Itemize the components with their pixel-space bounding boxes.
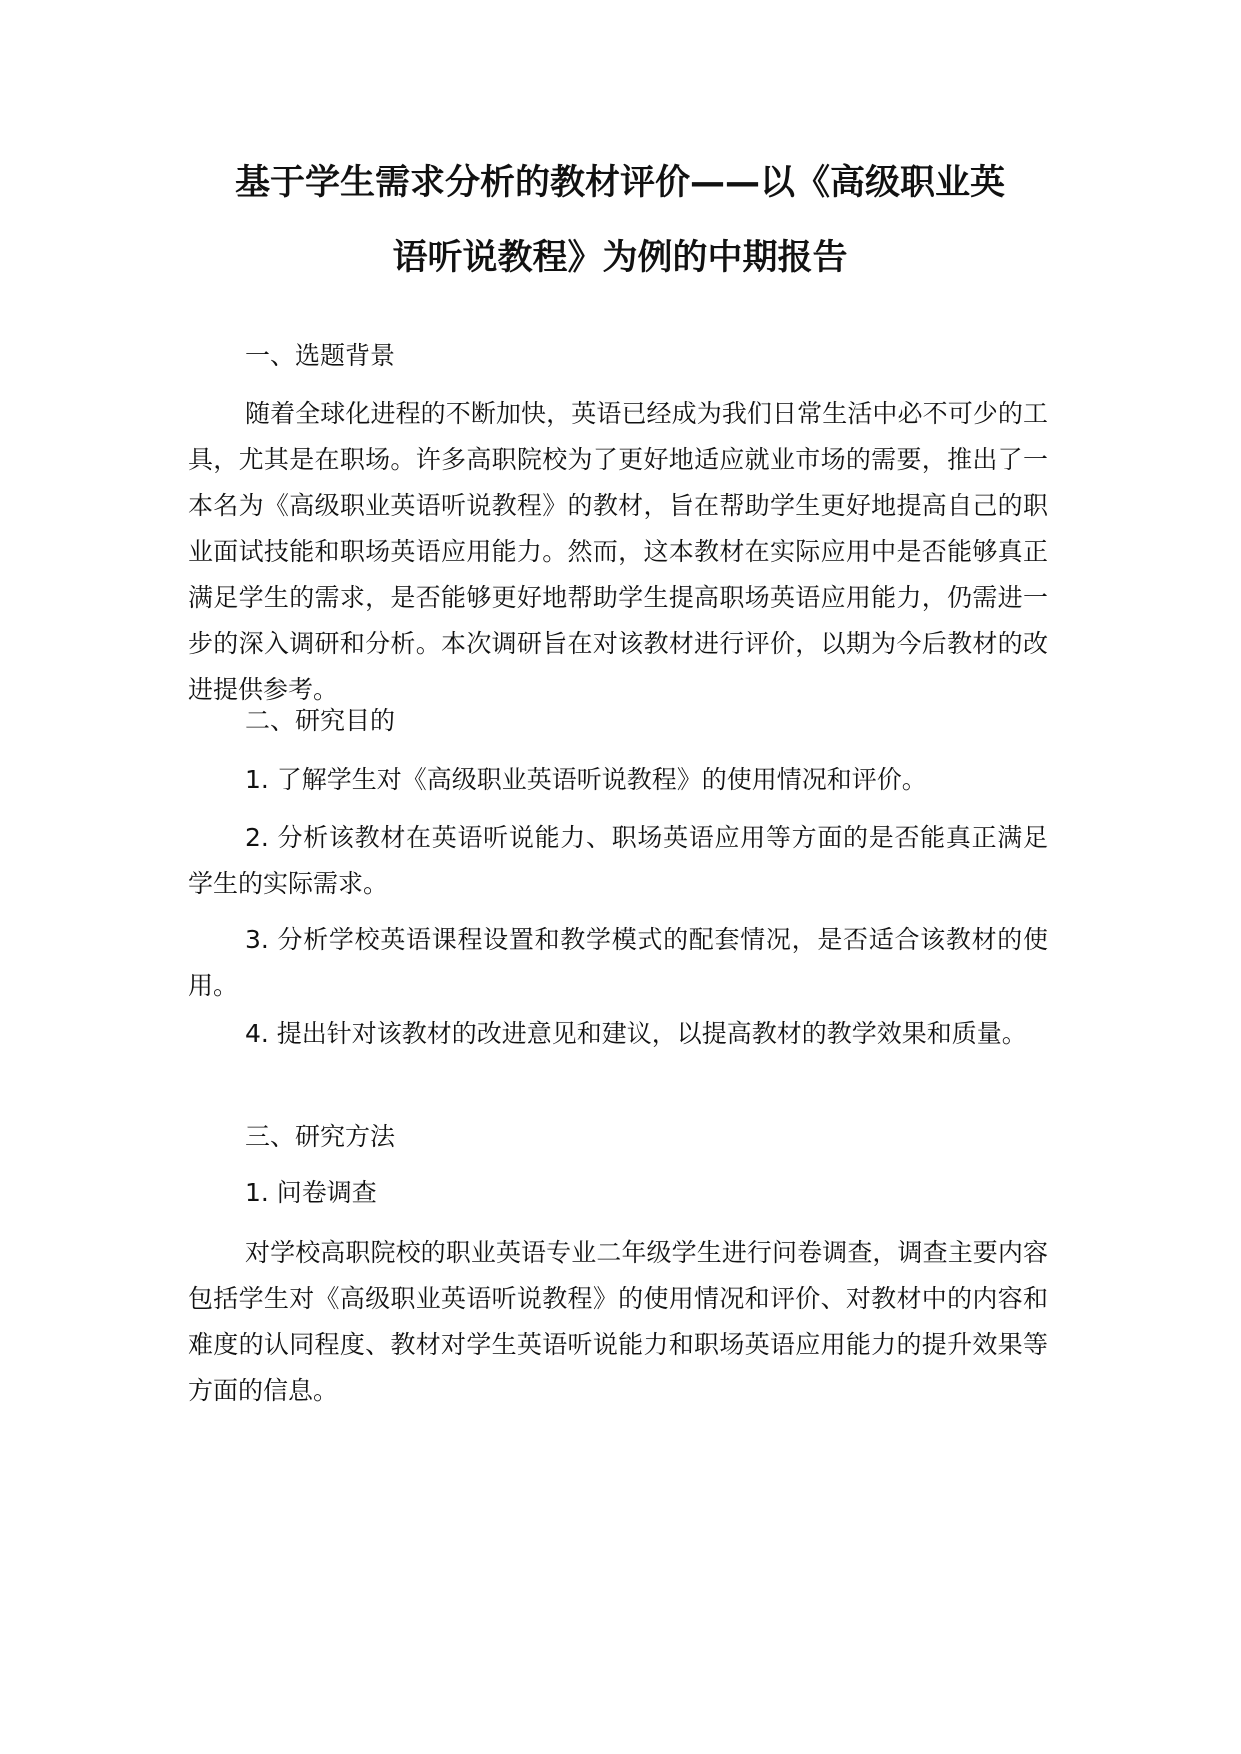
paragraph-background: 随着全球化进程的不断加快，英语已经成为我们日常生活中必不可少的工具，尤其是在职场。许多高职院校为了更好地适应就业市场的需要，推出了一本名为《高级职业英语听说教程》的教材，旨在帮助学生更好地提高自己的职业面试技能和职场英语应用能力。然而，这本教材在实际应用中是否能够真正满足学生的需求，是否能够更好地帮助学生提高职场英语应用能力，仍需进一步的深入调研和分析。本次调研旨在对该教材进行评价，以期为今后教材的改进提供参考。	[188, 399, 1048, 704]
goal-item-1: 1. 了解学生对《高级职业英语听说教程》的使用情况和评价。	[245, 765, 927, 794]
section-heading-methods: 三、研究方法	[245, 1122, 396, 1151]
document-title-line-2: 语听说教程》为例的中期报告	[392, 238, 848, 278]
goal-item-2: 2. 分析该教材在英语听说能力、职场英语应用等方面的是否能真正满足学生的实际需求。	[188, 823, 1048, 898]
section-heading-purpose: 二、研究目的	[245, 706, 396, 735]
goal-item-3: 3. 分析学校英语课程设置和教学模式的配套情况，是否适合该教材的使用。	[188, 925, 1048, 1000]
document-title-line-1: 基于学生需求分析的教材评价——以《高级职业英	[234, 163, 1005, 203]
goal-item-4: 4. 提出针对该教材的改进意见和建议，以提高教材的教学效果和质量。	[245, 1019, 1027, 1048]
section-heading-background: 一、选题背景	[245, 341, 396, 370]
method-heading-questionnaire: 1. 问卷调查	[245, 1178, 377, 1207]
paragraph-questionnaire: 对学校高职院校的职业英语专业二年级学生进行问卷调查，调查主要内容包括学生对《高级职业英语听说教程》的使用情况和评价、对教材中的内容和难度的认同程度、教材对学生英语听说能力和职场英语应用能力的提升效果等方面的信息。	[188, 1238, 1048, 1405]
